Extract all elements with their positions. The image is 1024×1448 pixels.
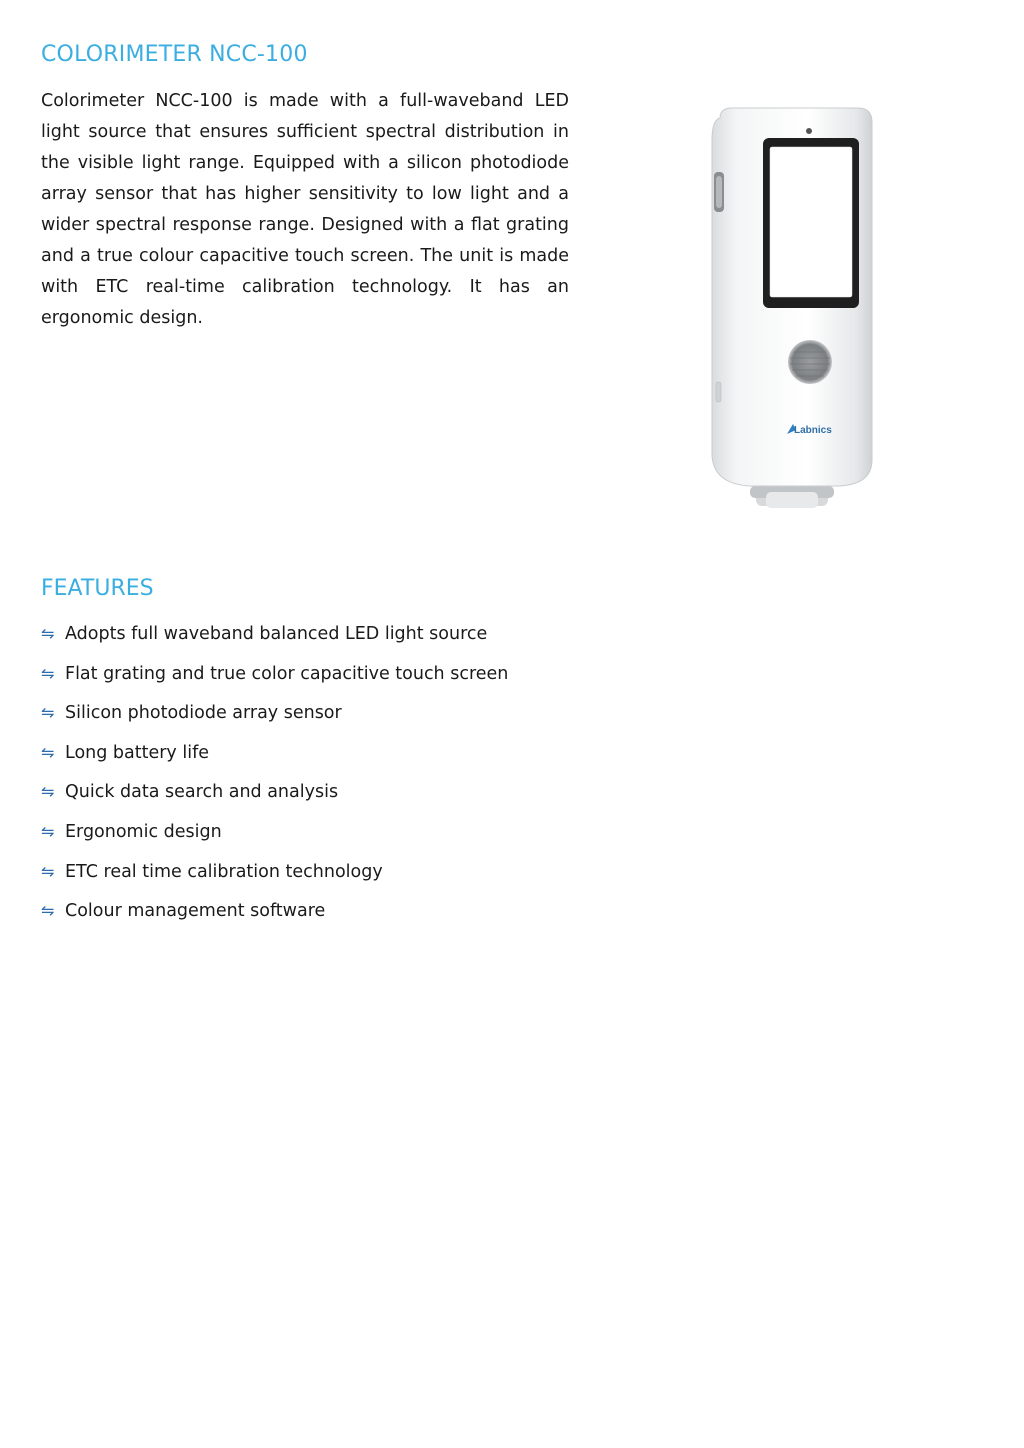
- brand-logo: [787, 424, 832, 436]
- double-arrow-bullet-icon: ⇋: [41, 782, 55, 802]
- feature-item: [41, 778, 508, 818]
- double-arrow-bullet-icon: ⇋: [41, 663, 55, 683]
- feature-list: [41, 620, 508, 937]
- feature-text: Flat grating and true color capacitive touch screen: [65, 663, 509, 684]
- feature-item: [41, 818, 508, 858]
- feature-item: [41, 660, 508, 700]
- product-description: Colorimeter NCC-100 is made with a full-waveband LED light source that ensures sufficient spectral distribution in the visible light range. Equipped with a silicon photodiode array sensor that has higher sensitivity to low light and a wider spectral response range. Designed with a flat grating and a true colour capacitive touch screen. The unit is made with ETC real-time calibration technology. It has an ergonomic design.: [41, 91, 569, 328]
- double-arrow-bullet-icon: ⇋: [41, 703, 55, 723]
- feature-item: [41, 739, 508, 779]
- double-arrow-bullet-icon: ⇋: [41, 861, 55, 881]
- camera-dot-icon: [806, 128, 812, 134]
- feature-text: Silicon photodiode array sensor: [65, 703, 342, 724]
- features-heading: FEATURES: [41, 576, 154, 601]
- feature-text: Colour management software: [65, 901, 326, 922]
- feature-text: Quick data search and analysis: [65, 782, 339, 803]
- feature-text: Ergonomic design: [65, 821, 222, 842]
- double-arrow-bullet-icon: ⇋: [41, 821, 55, 841]
- feature-text: ETC real time calibration technology: [65, 861, 383, 882]
- feature-item: [41, 620, 508, 660]
- speaker-grille-icon: [788, 340, 832, 384]
- svg-text:Labnics: Labnics: [794, 425, 832, 436]
- feature-item: [41, 699, 508, 739]
- feature-item: [41, 897, 508, 937]
- double-arrow-bullet-icon: ⇋: [41, 624, 55, 643]
- page-title: COLORIMETER NCC-100: [41, 42, 308, 67]
- product-image-colorimeter: [690, 100, 890, 520]
- double-arrow-bullet-icon: ⇋: [41, 742, 55, 762]
- feature-text: Long battery life: [65, 742, 209, 763]
- feature-text: Adopts full waveband balanced LED light source: [65, 624, 488, 644]
- feature-item: [41, 858, 508, 898]
- double-arrow-bullet-icon: ⇋: [41, 901, 55, 921]
